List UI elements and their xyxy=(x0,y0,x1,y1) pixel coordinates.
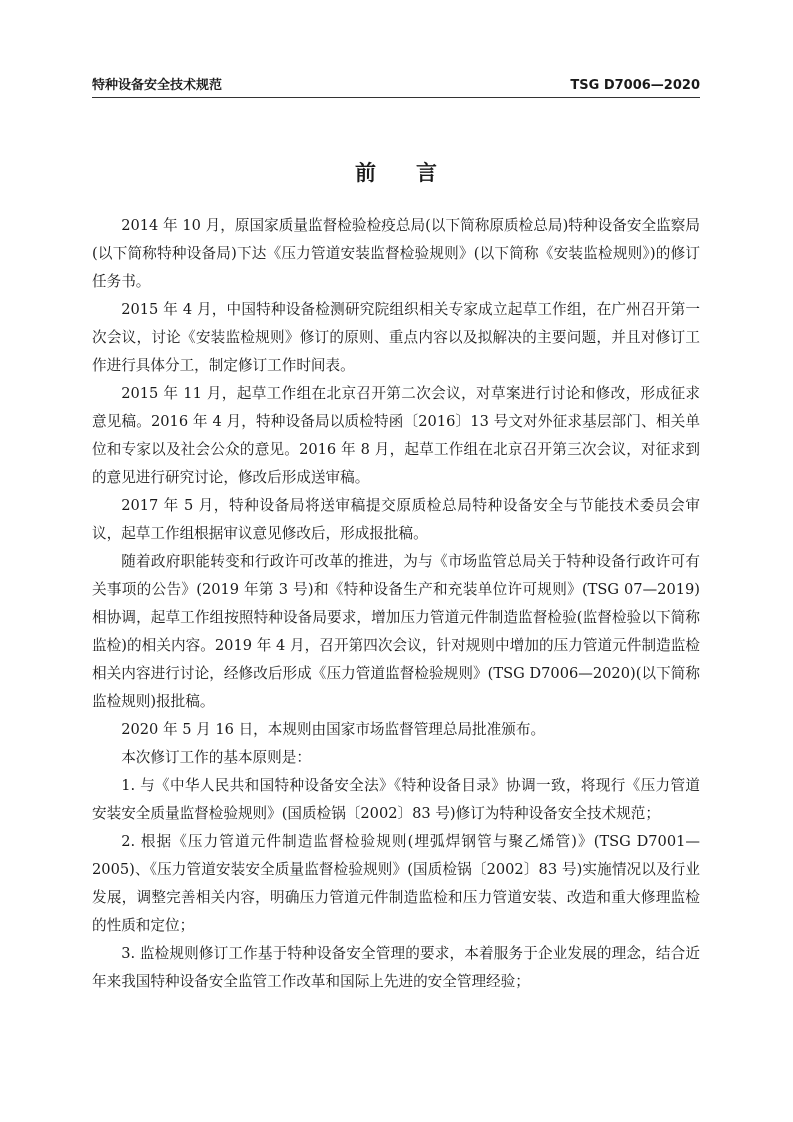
paragraph-5: 随着政府职能转变和行政许可改革的推进，为与《市场监管总局关于特种设备行政许可有关事项的公告》(2019 年第 3 号)和《特种设备生产和充装单位许可规则》(TSG 07—2019)相协调，起草工作组按照特种设备局要求，增加压力管道元件制造监督检验(监督检验以下简称监检)的相关内容。2019 年 4 月，召开第四次会议，针对规则中增加的压力管道元件制造监检相关内容进行讨论，经修改后形成《压力管道监督检验规则》(TSG D7006—2020)(以下简称监检规则)报批稿。 xyxy=(92,553,700,710)
paragraph-3: 2015 年 11 月，起草工作组在北京召开第二次会议，对草案进行讨论和修改，形成征求意见稿。2016 年 4 月，特种设备局以质检特函〔2016〕13 号文对外征求基层部门、相关单位和专家以及社会公众的意见。2016 年 8 月，起草工作组在北京召开第三次会议，对征求到的意见进行研究讨论，修改后形成送审稿。 xyxy=(92,385,700,486)
principle-3: 3. 监检规则修订工作基于特种设备安全管理的要求，本着服务于企业发展的理念，结合近年来我国特种设备安全监管工作改革和国际上先进的安全管理经验； xyxy=(92,945,700,990)
principle-1: 1. 与《中华人民共和国特种设备安全法》《特种设备目录》协调一致，将现行《压力管道安装安全质量监督检验规则》(国质检锅〔2002〕83 号)修订为特种设备安全技术规范； xyxy=(92,777,700,822)
header-divider xyxy=(92,97,700,98)
running-header xyxy=(92,76,700,96)
header-standard-code: TSG D7006—2020 xyxy=(570,78,700,93)
paragraph-4: 2017 年 5 月，特种设备局将送审稿提交原质检总局特种设备安全与节能技术委员会审议，起草工作组根据审议意见修改后，形成报批稿。 xyxy=(92,497,700,542)
header-series-title: 特种设备安全技术规范 xyxy=(92,78,223,93)
foreword-body xyxy=(92,212,700,996)
paragraph-7: 本次修订工作的基本原则是： xyxy=(121,749,311,766)
principle-2: 2. 根据《压力管道元件制造监督检验规则(埋弧焊钢管与聚乙烯管)》(TSG D7001—2005)、《压力管道安装安全质量监督检验规则》(国质检锅〔2002〕83 号)实施情况以及行业发展，调整完善相关内容，明确压力管道元件制造监检和压力管道安装、改造和重大修理监检的性质和定位； xyxy=(92,833,700,934)
paragraph-2: 2015 年 4 月，中国特种设备检测研究院组织相关专家成立起草工作组，在广州召开第一次会议，讨论《安装监检规则》修订的原则、重点内容以及拟解决的主要问题，并且对修订工作进行具体分工，制定修订工作时间表。 xyxy=(92,301,700,374)
paragraph-6: 2020 年 5 月 16 日，本规则由国家市场监督管理总局批准颁布。 xyxy=(121,721,546,738)
page-title: 前言 xyxy=(355,161,477,185)
paragraph-1: 2014 年 10 月，原国家质量监督检验检疫总局(以下简称原质检总局)特种设备安全监察局(以下简称特种设备局)下达《压力管道安装监督检验规则》(以下简称《安装监检规则》)的修订任务书。 xyxy=(92,217,700,290)
